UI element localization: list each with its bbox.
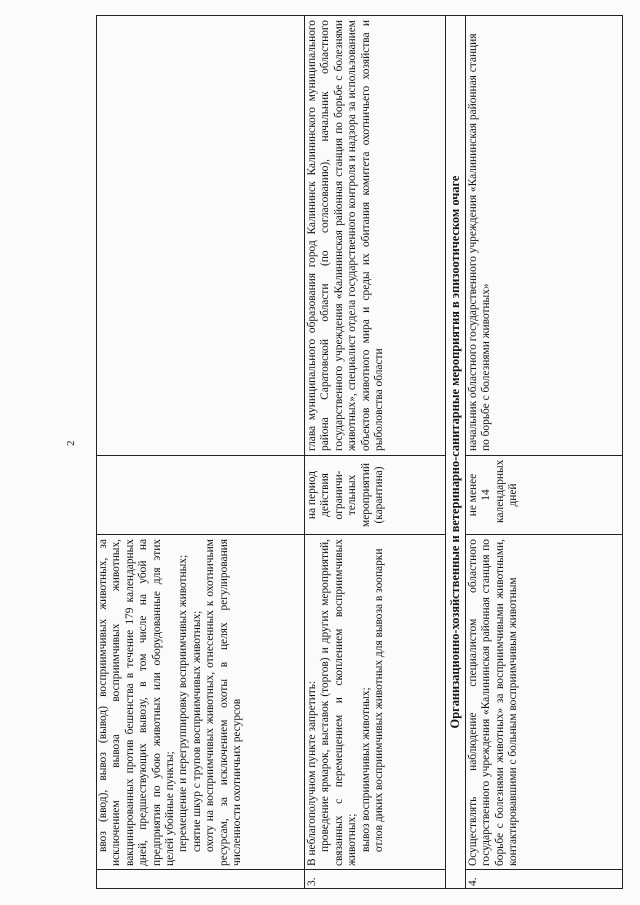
measure-paragraph: вывоз восприимчивых животных; (359, 687, 372, 852)
row-continued-measures (97, 537, 303, 868)
measure-paragraph: проведение ярмарок, выставок (торгов) и других мероприятий, связанных с перемещением и скоплением восприимчивых животных; (319, 539, 359, 866)
row-3-measures (306, 537, 444, 868)
row-4-term: не менее 14 календарных дней (467, 459, 520, 523)
measure-paragraph: снятие шкур с трупов восприимчивых животных; (190, 610, 203, 852)
measure-paragraph: охоту на восприимчивых животных, отнесенных к охотничьим ресурсам, за исключением охоты в целях регулирования численности охотничьих ресурсов (204, 539, 244, 866)
measure-paragraph: отлов диких восприимчивых животных для вывоза в зоопарки (373, 548, 386, 852)
row-3-responsible: глава муниципального образования город Калининск Калининского муниципального района Саратовской области (по согласованию), начальник областного государственного учреждения «Калининская районная станция по борьбе с болезнями животных», специалист отдела государственного контроля и надзора за использованием объектов животного мира и среды их обитания комитета охотничьего хозяйства и рыболовства области (306, 20, 386, 451)
row-3-number: 3. (306, 877, 318, 886)
measure-paragraph: В неблагополучном пункте запретить: (306, 680, 318, 866)
row-4-responsible: начальник областного государственного учреждения «Калининская районная станция по борьбе с болезнями животных» (467, 33, 493, 451)
section-heading: Организационно-хозяйственные и ветеринарно-санитарные мероприятия в эпизоотическом очаге (448, 175, 462, 729)
row-4-measure: Осуществлять наблюдение специалистом областного государственного учреждения «Калининская районная станция по борьбе с болезнями животных» за восприимчивыми животными, контактировавшими с больным восприимчивым животным (467, 539, 520, 866)
page-number: 2 (65, 440, 77, 446)
row-3-term: на период действия ограничи-тельных мероприятий (карантина) (306, 463, 386, 527)
measure-paragraph: перемещение и перегруппировку восприимчивых животных; (177, 554, 190, 852)
measure-paragraph: ввоз (ввод), вывоз (вывод) восприимчивых животных, за исключением вывоза восприимчивых животных, вакцинированных против бешенства в течение 179 календарных дней, предшествующих вывозу, в том числе на убой на предприятия по убою животных или оборудованные для этих целей убойные пункты; (97, 539, 177, 866)
row-4-number: 4. (467, 877, 479, 886)
measures-table (96, 15, 623, 889)
